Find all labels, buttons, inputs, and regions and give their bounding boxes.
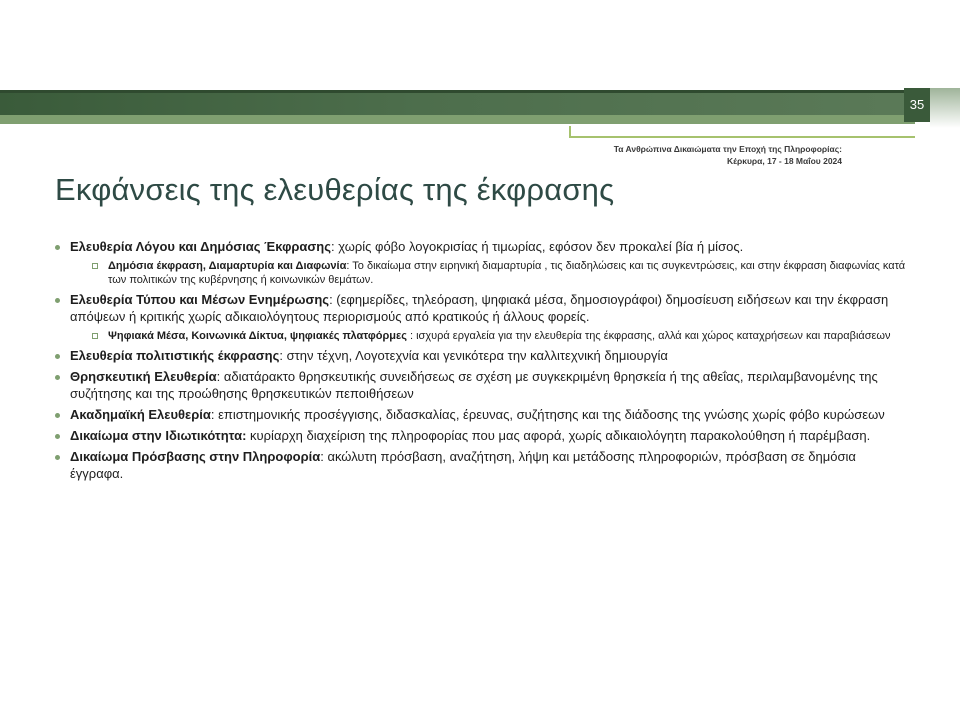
bullet-text: : χωρίς φόβο λογοκρισίας ή τιμωρίας, εφόσον δεν προκαλεί βία ή μίσος. [331,239,744,254]
sub-bullet-icon [92,333,98,339]
bullet-term: Δικαίωμα Πρόσβασης στην Πληροφορία [70,449,321,464]
header-note-line2: Κέρκυρα, 17 - 18 Μαΐου 2024 [726,156,842,166]
bullet-icon [55,434,60,439]
sub-bullet-text: : ισχυρά εργαλεία για την ελευθερία της έκφρασης, αλλά και χώρος καταχρήσεων και παραβιάσεων [406,330,891,342]
bullet-icon [55,298,60,303]
bullet-item [55,347,910,364]
page-number: 35 [909,97,925,112]
bullet-text: : (εφημερίδες, τηλεόραση, ψηφιακά μέσα, δημοσιογράφοι) δημοσίευση ειδήσεων και την έκφραση απόψεων ή κριτικής χωρίς αδικαιολόγητους περιορισμούς από κρατικούς ή άλλους φορείς. [70,292,889,324]
header-right-accent [930,88,960,128]
bullet-text: : αδιατάρακτο θρησκευτικής συνειδήσεως σε σχέση με συγκεκριμένη θρησκεία ή της αθεΐας, περιλαμβανομένης της συζήτησης και της προώθησης θρησκευτικών πεποιθήσεων [70,369,878,401]
bullet-icon [55,455,60,460]
sub-bullet-list [70,329,910,343]
bullet-term: Ακαδημαϊκή Ελευθερία [70,407,211,422]
bullet-item [55,291,910,343]
bullet-term: Ελευθερία Τύπου και Μέσων Ενημέρωσης [70,292,330,307]
bullet-item [55,238,910,287]
bullet-term: Ελευθερία Λόγου και Δημόσιας Έκφρασης [70,239,332,254]
sub-bullet-list [70,259,910,287]
bullet-icon [55,413,60,418]
bullet-item [55,427,910,444]
slide-title: Εκφάνσεις της ελευθερίας της έκφρασης [55,172,615,207]
header-band [0,90,930,115]
bullet-item [55,448,910,482]
bullet-term: Δικαίωμα στην Ιδιωτικότητα: [70,428,247,443]
slide-content [55,238,910,486]
header-accent-bar [0,115,915,124]
bullet-icon [55,354,60,359]
bullet-icon [55,245,60,250]
bullet-item [55,368,910,402]
bullet-list [55,238,910,482]
sub-bullet-item [70,329,910,343]
sub-bullet-term: Δημόσια έκφραση, Διαμαρτυρία και Διαφωνία [108,260,347,272]
header-band-stripe [0,90,930,93]
bullet-icon [55,375,60,380]
bullet-text: : στην τέχνη, Λογοτεχνία και γενικότερα την καλλιτεχνική δημιουργία [279,348,668,363]
header-note [614,143,842,167]
sub-bullet-text: : Το δικαίωμα στην ειρηνική διαμαρτυρία , τις διαδηλώσεις και τις συγκεντρώσεις, και στην έκφραση διαφωνίας κατά των πολιτικών της κυβέρνησης ή κοινωνικών θεμάτων. [108,260,906,286]
bullet-term: Θρησκευτική Ελευθερία [70,369,217,384]
sub-bullet-icon [92,263,98,269]
header-note-line1: Τα Ανθρώπινα Δικαιώματα την Εποχή της Πληροφορίας: [613,144,842,154]
sub-bullet-term: Ψηφιακά Μέσα, Κοινωνικά Δίκτυα, ψηφιακές πλατφόρμες [108,330,407,342]
bullet-text: κυρίαρχη διαχείριση της πληροφορίας που μας αφορά, χωρίς αδικαιολόγητη παρακολούθηση ή παρέμβαση. [246,428,871,443]
bullet-item [55,406,910,423]
header-note-divider [569,136,915,138]
bullet-term: Ελευθερία πολιτιστικής έκφρασης [70,348,280,363]
bullet-text: : επιστημονικής προσέγγισης, διδασκαλίας, έρευνας, συζήτησης και της διάδοσης της γνώσης χωρίς φόβο κυρώσεων [210,407,885,422]
sub-bullet-item [70,259,910,287]
bullet-text: : ακώλυτη πρόσβαση, αναζήτηση, λήψη και μετάδοσης πληροφοριών, πρόσβαση σε δημόσια έγγραφα. [70,449,856,481]
